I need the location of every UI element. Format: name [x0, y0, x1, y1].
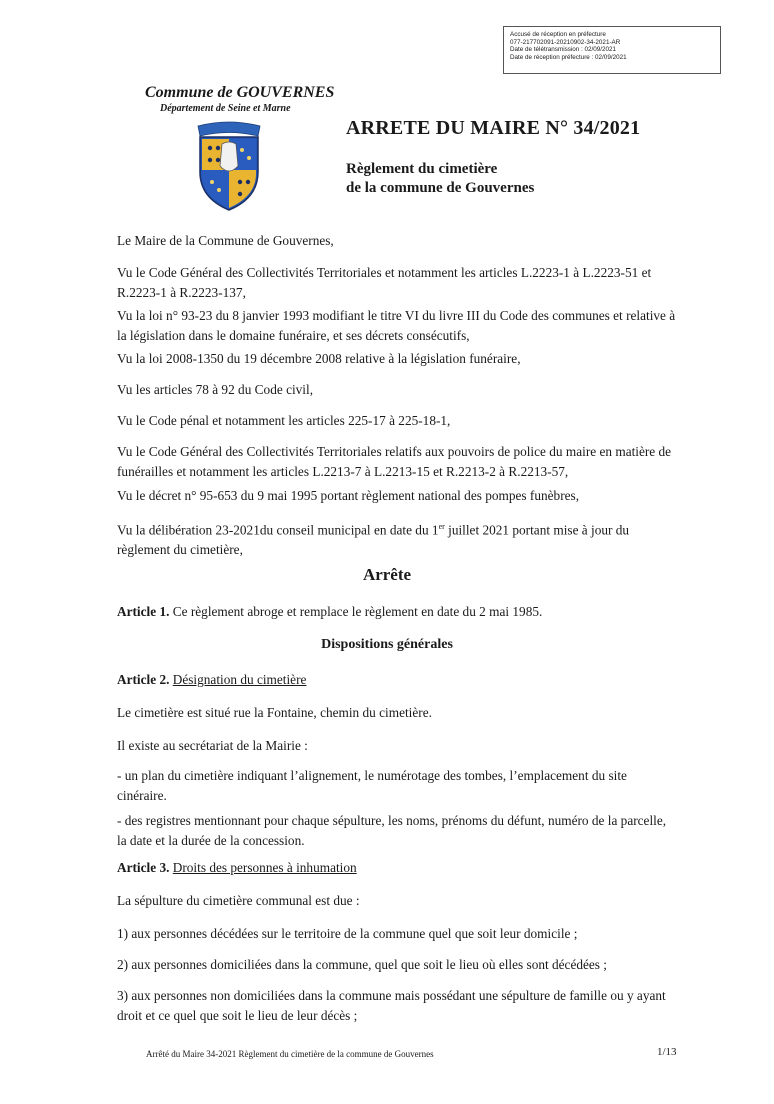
article-label: Article 2.: [117, 672, 170, 687]
subtitle-line: de la commune de Gouvernes: [346, 180, 535, 196]
article-label: Article 1.: [117, 604, 170, 619]
paragraph: Vu la loi 2008-1350 du 19 décembre 2008 relative à la législation funéraire,: [117, 351, 521, 366]
paragraph: 1) aux personnes décédées sur le territoire de la commune quel que soit leur domicile ;: [117, 926, 578, 941]
stamp-line: 077-217702091-20210902-34-2021-AR: [510, 38, 621, 46]
paragraph: Vu le Code Général des Collectivités Territoriales relatifs aux pouvoirs de police du maire en matière de funérailles et notamment les articles L.2213-7 à L.2213-15 et R.2213-2 à R.2213-57,: [117, 444, 672, 479]
decree-title: ARRETE DU MAIRE N° 34/2021: [346, 117, 641, 139]
paragraph: 3) aux personnes non domiciliées dans la commune mais possédant une sépulture de famille ou y ayant droit et ce quel que soit le lieu de leur décès ;: [117, 988, 666, 1023]
paragraph: Il existe au secrétariat de la Mairie :: [117, 738, 308, 753]
coat-of-arms-icon: [192, 120, 266, 212]
page-number: 1/13: [657, 1046, 677, 1058]
stamp-line: Date de réception préfecture : 02/09/2021: [510, 53, 627, 61]
arrete-heading: Arrête: [362, 565, 412, 584]
section-heading: Dispositions générales: [321, 637, 453, 652]
article-text: Ce règlement abroge et remplace le règlement en date du 2 mai 1985.: [169, 604, 543, 619]
paragraph: - un plan du cimetière indiquant l’alignement, le numérotage des tombes, l’emplacement du site cinéraire.: [117, 768, 627, 803]
text-run: Vu la délibération 23-2021du conseil municipal en date du 1: [117, 522, 439, 538]
paragraph: Le Maire de la Commune de Gouvernes,: [117, 233, 334, 248]
article-3-heading: [117, 858, 677, 878]
paragraph: Vu le Code Général des Collectivités Territoriales et notamment les articles L.2223-1 à L.2223-51 et R.2223-1 à R.2223-137,: [117, 265, 652, 300]
article-2-heading: [117, 670, 677, 690]
stamp-line: Accusé de réception en préfecture: [510, 31, 606, 38]
stamp-line: Date de télétransmission : 02/09/2021: [510, 46, 617, 53]
paragraph: Vu la loi n° 93-23 du 8 janvier 1993 modifiant le titre VI du livre III du Code des communes et relative à la législation dans le domaine funéraire, et ses décrets consécutifs,: [117, 308, 676, 343]
paragraph: Vu le Code pénal et notamment les articles 225-17 à 225-18-1,: [117, 413, 451, 428]
department-name: Département de Seine et Marne: [160, 103, 291, 114]
paragraph: Le cimetière est situé rue la Fontaine, chemin du cimetière.: [117, 705, 432, 720]
superscript: er: [438, 522, 445, 531]
paragraph: Vu les articles 78 à 92 du Code civil,: [117, 382, 314, 397]
article-label: Article 3.: [117, 860, 170, 875]
subtitle-line: Règlement du cimetière: [346, 161, 498, 177]
article-title: Désignation du cimetière: [172, 672, 307, 687]
commune-name: Commune de GOUVERNES: [145, 84, 335, 101]
paragraph: [117, 517, 677, 560]
prefecture-receipt-stamp: [503, 26, 721, 74]
article-1: [117, 602, 677, 622]
text-run: juillet 2021 portant mise à jour du règlement du cimetière,: [117, 522, 630, 558]
paragraph: La sépulture du cimetière communal est due :: [117, 893, 360, 908]
paragraph: Vu le décret n° 95-653 du 9 mai 1995 portant règlement national des pompes funèbres,: [117, 488, 580, 503]
paragraph: 2) aux personnes domiciliées dans la commune, quel que soit le lieu où elles sont décédées ;: [117, 957, 608, 972]
article-title: Droits des personnes à inhumation: [172, 860, 357, 875]
decree-subtitle: [346, 160, 534, 198]
footer-text: Arrêté du Maire 34-2021 Règlement du cimetière de la commune de Gouvernes: [146, 1049, 434, 1059]
paragraph: - des registres mentionnant pour chaque sépulture, les noms, prénoms du défunt, numéro de la parcelle, la date et la durée de la concession.: [117, 813, 667, 848]
